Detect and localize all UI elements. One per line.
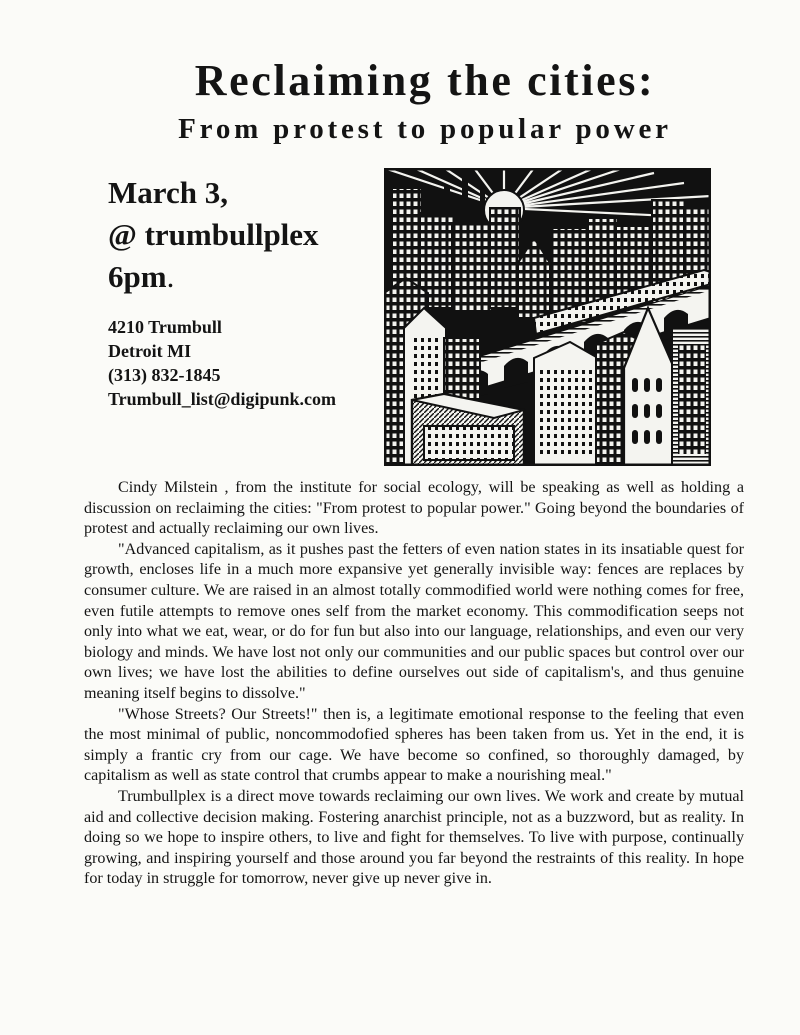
event-venue: @ trumbullplex <box>108 217 319 252</box>
body-paragraph: Cindy Milstein , from the institute for social ecology, will be speaking as well as holding a discussion on reclaiming the cities: "From protest to popular power." Going beyond the boundaries of protest and actually reclaiming our own lives. <box>84 479 744 538</box>
address-email: Trumbull_list@digipunk.com <box>108 389 336 409</box>
flyer-subtitle: From protest to popular power <box>178 113 672 145</box>
event-time-period: . <box>166 259 175 294</box>
event-time: 6pm <box>108 259 167 294</box>
body-paragraph: "Advanced capitalism, as it pushes past the fetters of even nation states in its insatiable quest for growth, encloses life in a much more expansive yet generally invisible way: fences are replaces by consumer culture. We are raised in an almost totally commodified world were nothing comes for free, even futile attempts to remove ones self from the market economy. This commodification seeps not only into what we eat, wear, or do for fun but also into our language, relationships, and even our very biology and minds. We have lost not only our communities and our public spaces but control over our own lives; we have lost the abilities to define ourselves out side of capitalism's, and thus genuine meaning itself begins to dissolve." <box>84 540 744 702</box>
event-details <box>108 172 319 298</box>
address-street: 4210 Trumbull <box>108 317 222 337</box>
body-paragraph: "Whose Streets? Our Streets!" then is, a legitimate emotional response to the feeling that even the most minimal of public, noncommodofied spheres has been taken from us. Yet in the end, it is simply a frantic cry from our cage. We have become so confined, so thoroughly damaged, by capitalism as well as state control that crumbs appear to make a nourishing meal." <box>84 705 744 785</box>
flyer-title: Reclaiming the cities: <box>194 56 656 105</box>
event-date: March 3, <box>108 175 228 210</box>
flyer-body-text <box>84 478 744 890</box>
address-block <box>108 315 336 411</box>
city-woodcut-illustration <box>384 168 711 466</box>
body-paragraph: Trumbullplex is a direct move towards reclaiming our own lives. We work and create by mutual aid and collective decision making. Fostering anarchist principle, not as a buzzword, but as reality. In doing so we hope to inspire others, to live and fight for themselves. To live with purpose, continually growing, and inspiring yourself and those around you far beyond the restraints of this reality. In hope for today in struggle for tomorrow, never give up never give in. <box>84 787 744 888</box>
address-city: Detroit MI <box>108 341 192 361</box>
event-time-line <box>108 256 319 298</box>
address-phone: (313) 832-1845 <box>108 365 221 385</box>
